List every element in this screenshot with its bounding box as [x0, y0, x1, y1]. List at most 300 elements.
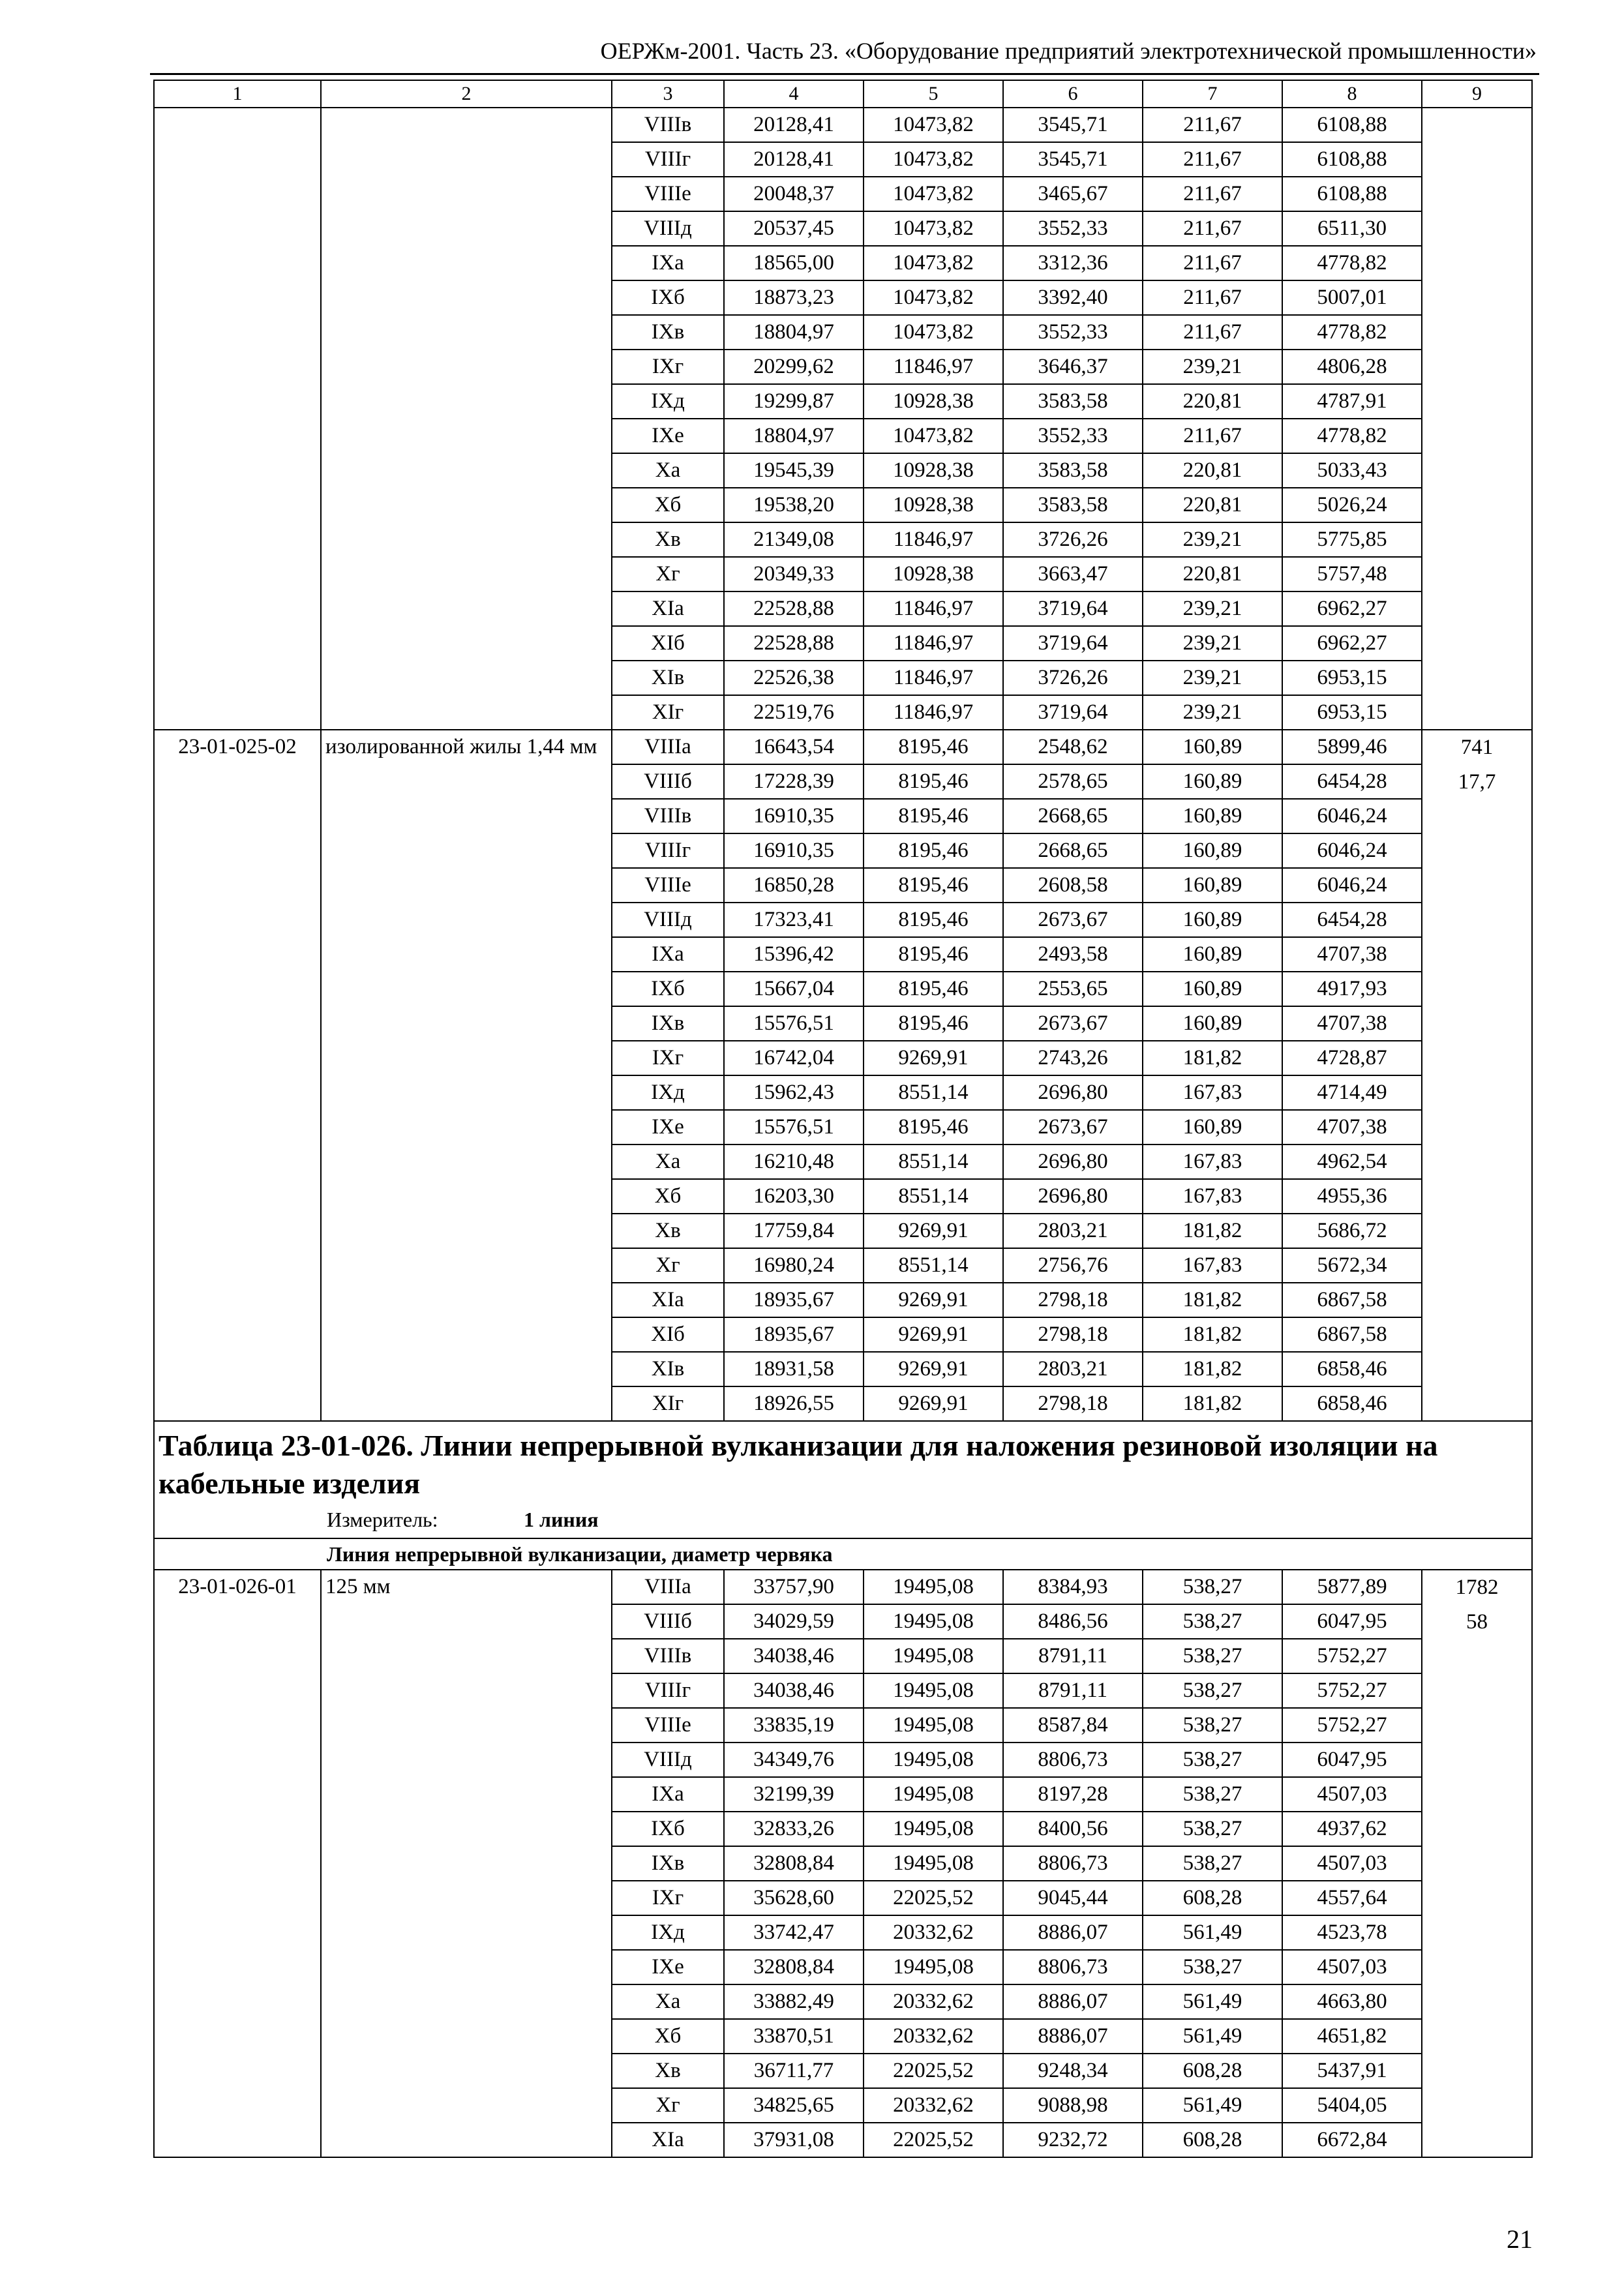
zone-code: VIIIб	[612, 1604, 724, 1639]
machine-cost: 3465,67	[1003, 177, 1143, 211]
material-cost: 4962,54	[1282, 1144, 1422, 1179]
zone-code: XIг	[612, 695, 724, 730]
machine-cost: 3719,64	[1003, 626, 1143, 661]
machine-cost: 2668,65	[1003, 833, 1143, 868]
machinist-wage: 211,67	[1143, 142, 1282, 177]
zone-code: XIа	[612, 591, 724, 626]
machinist-wage: 538,27	[1143, 1708, 1282, 1743]
total-cost: 18873,23	[724, 280, 864, 315]
material-cost: 6672,84	[1282, 2123, 1422, 2157]
total-cost: 16742,04	[724, 1041, 864, 1075]
labor-cost: 11846,97	[864, 626, 1003, 661]
material-cost: 4523,78	[1282, 1915, 1422, 1950]
machinist-wage: 538,27	[1143, 1777, 1282, 1812]
labor-cost: 9269,91	[864, 1214, 1003, 1248]
labor-cost: 19495,08	[864, 1846, 1003, 1881]
material-cost: 5007,01	[1282, 280, 1422, 315]
labor-cost: 11846,97	[864, 695, 1003, 730]
machine-cost: 2578,65	[1003, 764, 1143, 799]
labor-cost: 22025,52	[864, 2123, 1003, 2157]
zone-code: VIIIа	[612, 730, 724, 764]
material-cost: 4728,87	[1282, 1041, 1422, 1075]
total-cost: 18804,97	[724, 315, 864, 350]
machine-cost: 8806,73	[1003, 1743, 1143, 1777]
zone-code: VIIIд	[612, 211, 724, 246]
material-cost: 5437,91	[1282, 2054, 1422, 2088]
labor-cost: 10473,82	[864, 142, 1003, 177]
zone-code: Xв	[612, 522, 724, 557]
zone-code: XIа	[612, 1283, 724, 1317]
zone-code: XIв	[612, 661, 724, 695]
machine-cost: 8806,73	[1003, 1950, 1143, 1984]
machinist-wage: 181,82	[1143, 1386, 1282, 1421]
machinist-wage: 160,89	[1143, 833, 1282, 868]
total-cost: 20537,45	[724, 211, 864, 246]
total-cost: 22526,38	[724, 661, 864, 695]
material-cost: 4557,64	[1282, 1881, 1422, 1915]
table-body	[154, 80, 1532, 2157]
machine-cost: 2608,58	[1003, 868, 1143, 903]
zone-code: IXд	[612, 1915, 724, 1950]
total-cost: 36711,77	[724, 2054, 864, 2088]
total-cost: 20349,33	[724, 557, 864, 591]
machinist-wage: 538,27	[1143, 1950, 1282, 1984]
labor-cost: 20332,62	[864, 1915, 1003, 1950]
header-rule	[150, 73, 1539, 75]
labor-cost: 8195,46	[864, 937, 1003, 972]
material-cost: 6858,46	[1282, 1352, 1422, 1386]
machine-cost: 3545,71	[1003, 142, 1143, 177]
total-cost: 33835,19	[724, 1708, 864, 1743]
labor-cost: 22025,52	[864, 1881, 1003, 1915]
material-cost: 6858,46	[1282, 1386, 1422, 1421]
total-cost: 20128,41	[724, 142, 864, 177]
labor-metrics	[1422, 1570, 1532, 2157]
total-cost: 19545,39	[724, 453, 864, 488]
zone-code: IXе	[612, 1950, 724, 1984]
zone-code: VIIIд	[612, 903, 724, 937]
machine-cost: 8197,28	[1003, 1777, 1143, 1812]
material-cost: 5026,24	[1282, 488, 1422, 522]
labor-cost: 19495,08	[864, 1604, 1003, 1639]
material-cost: 4806,28	[1282, 350, 1422, 384]
rate-description: 125 мм	[321, 1570, 612, 2157]
section-cell	[154, 1538, 1532, 1570]
material-cost: 4507,03	[1282, 1846, 1422, 1881]
material-cost: 4955,36	[1282, 1179, 1422, 1214]
machine-cost: 9045,44	[1003, 1881, 1143, 1915]
machine-cost: 2798,18	[1003, 1283, 1143, 1317]
total-cost: 20299,62	[724, 350, 864, 384]
total-cost: 15962,43	[724, 1075, 864, 1110]
total-cost: 18565,00	[724, 246, 864, 280]
labor-cost: 10473,82	[864, 280, 1003, 315]
zone-code: IXв	[612, 1006, 724, 1041]
material-cost: 6047,95	[1282, 1743, 1422, 1777]
material-cost: 4507,03	[1282, 1950, 1422, 1984]
machine-cost: 2673,67	[1003, 903, 1143, 937]
machinist-wage: 181,82	[1143, 1283, 1282, 1317]
material-cost: 4937,62	[1282, 1812, 1422, 1846]
zone-code: Xг	[612, 1248, 724, 1283]
zone-code: IXб	[612, 972, 724, 1006]
machine-cost: 2696,80	[1003, 1179, 1143, 1214]
material-cost: 6108,88	[1282, 108, 1422, 142]
material-cost: 4778,82	[1282, 315, 1422, 350]
machine-cost: 3545,71	[1003, 108, 1143, 142]
machine-cost: 2798,18	[1003, 1317, 1143, 1352]
machinist-wage: 239,21	[1143, 591, 1282, 626]
column-number: 2	[321, 80, 612, 108]
zone-code: IXе	[612, 419, 724, 453]
machinist-wage: 220,81	[1143, 384, 1282, 419]
machinist-wage: 211,67	[1143, 108, 1282, 142]
machine-cost: 8791,11	[1003, 1673, 1143, 1708]
zone-code: VIIIв	[612, 799, 724, 833]
zone-code: XIв	[612, 1352, 724, 1386]
machinist-wage: 239,21	[1143, 695, 1282, 730]
labor-cost: 10473,82	[864, 211, 1003, 246]
zone-code: Xг	[612, 2088, 724, 2123]
total-cost: 32199,39	[724, 1777, 864, 1812]
material-cost: 6454,28	[1282, 764, 1422, 799]
zone-code: XIб	[612, 1317, 724, 1352]
material-cost: 4714,49	[1282, 1075, 1422, 1110]
machine-cost: 8886,07	[1003, 1984, 1143, 2019]
machinist-wage: 608,28	[1143, 2123, 1282, 2157]
material-cost: 6108,88	[1282, 177, 1422, 211]
material-cost: 5672,34	[1282, 1248, 1422, 1283]
machinist-wage: 167,83	[1143, 1075, 1282, 1110]
zone-code: VIIIг	[612, 142, 724, 177]
zone-code: XIа	[612, 2123, 724, 2157]
zone-code: IXг	[612, 350, 724, 384]
zone-code: IXв	[612, 1846, 724, 1881]
zone-code: VIIIг	[612, 1673, 724, 1708]
machinist-wage: 160,89	[1143, 1006, 1282, 1041]
total-cost: 34825,65	[724, 2088, 864, 2123]
column-number: 6	[1003, 80, 1143, 108]
page-number: 21	[1507, 2224, 1533, 2254]
machinist-wage: 561,49	[1143, 1984, 1282, 2019]
material-cost: 5752,27	[1282, 1639, 1422, 1673]
labor-cost: 8195,46	[864, 1110, 1003, 1144]
labor-cost: 19495,08	[864, 1950, 1003, 1984]
machine-cost: 3583,58	[1003, 384, 1143, 419]
running-header: ОЕРЖм-2001. Часть 23. «Оборудование предприятий электротехнической промышленности»	[600, 38, 1537, 64]
machinist-wage: 239,21	[1143, 626, 1282, 661]
zone-code: VIIIд	[612, 1743, 724, 1777]
total-cost: 16203,30	[724, 1179, 864, 1214]
labor-cost: 9269,91	[864, 1317, 1003, 1352]
total-cost: 21349,08	[724, 522, 864, 557]
machine-cost: 8400,56	[1003, 1812, 1143, 1846]
material-cost: 5033,43	[1282, 453, 1422, 488]
material-cost: 4778,82	[1282, 419, 1422, 453]
zone-code: Xв	[612, 2054, 724, 2088]
zone-code: VIIIв	[612, 1639, 724, 1673]
machinist-wage: 239,21	[1143, 661, 1282, 695]
labor-cost: 10473,82	[864, 315, 1003, 350]
total-cost: 35628,60	[724, 1881, 864, 1915]
machine-cost: 3663,47	[1003, 557, 1143, 591]
machinist-wage: 561,49	[1143, 2088, 1282, 2123]
machine-cost: 3552,33	[1003, 315, 1143, 350]
rate-description: изолированной жилы 1,44 мм	[321, 730, 612, 1421]
machinist-hours: 17,7	[1458, 770, 1496, 794]
zone-code: XIб	[612, 626, 724, 661]
machine-cost: 3312,36	[1003, 246, 1143, 280]
column-number: 7	[1143, 80, 1282, 108]
labor-cost: 11846,97	[864, 591, 1003, 626]
zone-code: IXа	[612, 937, 724, 972]
labor-cost: 8551,14	[864, 1179, 1003, 1214]
total-cost: 22528,88	[724, 626, 864, 661]
total-cost: 16910,35	[724, 833, 864, 868]
material-cost: 6962,27	[1282, 591, 1422, 626]
total-cost: 33742,47	[724, 1915, 864, 1950]
labor-cost: 8195,46	[864, 764, 1003, 799]
machine-cost: 3646,37	[1003, 350, 1143, 384]
measure-unit	[158, 1505, 1527, 1534]
machinist-wage: 538,27	[1143, 1846, 1282, 1881]
machinist-wage: 211,67	[1143, 315, 1282, 350]
rate-code: 23-01-026-01	[154, 1570, 321, 2157]
labor-cost: 10473,82	[864, 108, 1003, 142]
machinist-wage: 167,83	[1143, 1248, 1282, 1283]
total-cost: 33757,90	[724, 1570, 864, 1604]
table-row	[154, 1570, 1532, 1604]
zone-code: VIIIа	[612, 1570, 724, 1604]
total-cost: 15576,51	[724, 1006, 864, 1041]
machine-cost: 8806,73	[1003, 1846, 1143, 1881]
zone-code: IXа	[612, 1777, 724, 1812]
machine-cost: 2803,21	[1003, 1352, 1143, 1386]
machinist-wage: 167,83	[1143, 1144, 1282, 1179]
machine-cost: 2696,80	[1003, 1144, 1143, 1179]
zone-code: VIIIе	[612, 868, 724, 903]
zone-code: Xа	[612, 453, 724, 488]
material-cost: 6047,95	[1282, 1604, 1422, 1639]
machine-cost: 3726,26	[1003, 661, 1143, 695]
machine-cost: 3719,64	[1003, 591, 1143, 626]
machinist-wage: 211,67	[1143, 211, 1282, 246]
material-cost: 6511,30	[1282, 211, 1422, 246]
total-cost: 34029,59	[724, 1604, 864, 1639]
material-cost: 4507,03	[1282, 1777, 1422, 1812]
total-cost: 17759,84	[724, 1214, 864, 1248]
machinist-wage: 561,49	[1143, 1915, 1282, 1950]
total-cost: 32833,26	[724, 1812, 864, 1846]
total-cost: 18804,97	[724, 419, 864, 453]
zone-code: IXг	[612, 1881, 724, 1915]
material-cost: 6962,27	[1282, 626, 1422, 661]
machine-cost: 2696,80	[1003, 1075, 1143, 1110]
labor-cost: 8551,14	[864, 1248, 1003, 1283]
material-cost: 5686,72	[1282, 1214, 1422, 1248]
material-cost: 4707,38	[1282, 1006, 1422, 1041]
material-cost: 5877,89	[1282, 1570, 1422, 1604]
total-cost: 15576,51	[724, 1110, 864, 1144]
material-cost: 6046,24	[1282, 833, 1422, 868]
zone-code: IXв	[612, 315, 724, 350]
machinist-wage: 220,81	[1143, 557, 1282, 591]
table-title-row	[154, 1421, 1532, 1538]
machinist-wage: 608,28	[1143, 1881, 1282, 1915]
machine-cost: 9232,72	[1003, 2123, 1143, 2157]
labor-cost: 10473,82	[864, 246, 1003, 280]
total-cost: 18926,55	[724, 1386, 864, 1421]
total-cost: 33870,51	[724, 2019, 864, 2054]
machinist-wage: 239,21	[1143, 522, 1282, 557]
column-number-row	[154, 80, 1532, 108]
labor-hours: 1782	[1455, 1576, 1499, 1599]
zone-code: VIIIе	[612, 1708, 724, 1743]
labor-cost: 8551,14	[864, 1075, 1003, 1110]
column-number: 1	[154, 80, 321, 108]
total-cost: 34349,76	[724, 1743, 864, 1777]
labor-cost: 19495,08	[864, 1673, 1003, 1708]
total-cost: 18935,67	[724, 1317, 864, 1352]
total-cost: 19299,87	[724, 384, 864, 419]
zone-code: IXд	[612, 384, 724, 419]
machinist-wage: 538,27	[1143, 1673, 1282, 1708]
labor-metrics	[1422, 730, 1532, 1421]
machinist-wage: 220,81	[1143, 453, 1282, 488]
labor-cost: 8195,46	[864, 730, 1003, 764]
zone-code: Xа	[612, 1984, 724, 2019]
table-row	[154, 730, 1532, 764]
machinist-wage: 211,67	[1143, 246, 1282, 280]
column-number: 4	[724, 80, 864, 108]
total-cost: 20128,41	[724, 108, 864, 142]
labor-cost: 20332,62	[864, 2019, 1003, 2054]
labor-cost: 8195,46	[864, 903, 1003, 937]
rate-code: 23-01-025-02	[154, 730, 321, 1421]
machinist-wage: 181,82	[1143, 1041, 1282, 1075]
machinist-wage: 160,89	[1143, 868, 1282, 903]
zone-code: Xа	[612, 1144, 724, 1179]
labor-cost: 8195,46	[864, 833, 1003, 868]
machine-cost: 8384,93	[1003, 1570, 1143, 1604]
zone-code: IXа	[612, 246, 724, 280]
material-cost: 4663,80	[1282, 1984, 1422, 2019]
material-cost: 4707,38	[1282, 937, 1422, 972]
column-number: 9	[1422, 80, 1532, 108]
machine-cost: 9248,34	[1003, 2054, 1143, 2088]
machine-cost: 8886,07	[1003, 1915, 1143, 1950]
labor-cost: 10928,38	[864, 384, 1003, 419]
labor-cost: 8195,46	[864, 799, 1003, 833]
material-cost: 4787,91	[1282, 384, 1422, 419]
material-cost: 5757,48	[1282, 557, 1422, 591]
machinist-wage: 181,82	[1143, 1214, 1282, 1248]
total-cost: 37931,08	[724, 2123, 864, 2157]
rate-description	[321, 108, 612, 730]
labor-cost: 10473,82	[864, 177, 1003, 211]
labor-cost: 11846,97	[864, 350, 1003, 384]
material-cost: 5752,27	[1282, 1708, 1422, 1743]
labor-cost: 20332,62	[864, 1984, 1003, 2019]
machine-cost: 3392,40	[1003, 280, 1143, 315]
labor-hours: 741	[1460, 736, 1494, 759]
machine-cost: 2673,67	[1003, 1006, 1143, 1041]
material-cost: 4651,82	[1282, 2019, 1422, 2054]
zone-code: Xб	[612, 488, 724, 522]
zone-code: VIIIв	[612, 108, 724, 142]
machinist-wage: 181,82	[1143, 1352, 1282, 1386]
table-title: Таблица 23-01-026. Линии непрерывной вулканизации для наложения резиновой изоляции на кабельные изделия	[158, 1429, 1438, 1500]
machinist-wage: 538,27	[1143, 1570, 1282, 1604]
total-cost: 18935,67	[724, 1283, 864, 1317]
material-cost: 6953,15	[1282, 661, 1422, 695]
labor-cost: 8195,46	[864, 868, 1003, 903]
machine-cost: 2756,76	[1003, 1248, 1143, 1283]
total-cost: 19538,20	[724, 488, 864, 522]
total-cost: 15396,42	[724, 937, 864, 972]
material-cost: 6046,24	[1282, 799, 1422, 833]
section-heading: Линия непрерывной вулканизации, диаметр червяка	[327, 1542, 833, 1566]
total-cost: 32808,84	[724, 1950, 864, 1984]
total-cost: 32808,84	[724, 1846, 864, 1881]
machinist-wage: 160,89	[1143, 903, 1282, 937]
machine-cost: 2798,18	[1003, 1386, 1143, 1421]
machine-cost: 3583,58	[1003, 453, 1143, 488]
labor-cost: 10473,82	[864, 419, 1003, 453]
total-cost: 17323,41	[724, 903, 864, 937]
machine-cost: 8486,56	[1003, 1604, 1143, 1639]
labor-cost: 22025,52	[864, 2054, 1003, 2088]
total-cost: 16210,48	[724, 1144, 864, 1179]
machine-cost: 2803,21	[1003, 1214, 1143, 1248]
labor-cost: 19495,08	[864, 1777, 1003, 1812]
material-cost: 4778,82	[1282, 246, 1422, 280]
labor-cost: 19495,08	[864, 1708, 1003, 1743]
labor-cost: 19495,08	[864, 1639, 1003, 1673]
labor-cost: 19495,08	[864, 1570, 1003, 1604]
material-cost: 4917,93	[1282, 972, 1422, 1006]
zone-code: XIг	[612, 1386, 724, 1421]
machine-cost: 3726,26	[1003, 522, 1143, 557]
machinist-wage: 160,89	[1143, 730, 1282, 764]
material-cost: 5404,05	[1282, 2088, 1422, 2123]
machinist-wage: 211,67	[1143, 419, 1282, 453]
machine-cost: 2493,58	[1003, 937, 1143, 972]
material-cost: 4707,38	[1282, 1110, 1422, 1144]
machine-cost: 3552,33	[1003, 419, 1143, 453]
labor-metrics	[1422, 108, 1532, 730]
rates-table	[153, 80, 1533, 2158]
machinist-wage: 211,67	[1143, 177, 1282, 211]
machinist-wage: 211,67	[1143, 280, 1282, 315]
zone-code: IXд	[612, 1075, 724, 1110]
total-cost: 34038,46	[724, 1639, 864, 1673]
labor-cost: 11846,97	[864, 522, 1003, 557]
machinist-wage: 538,27	[1143, 1639, 1282, 1673]
machine-cost: 9088,98	[1003, 2088, 1143, 2123]
machinist-wage: 181,82	[1143, 1317, 1282, 1352]
machine-cost: 2743,26	[1003, 1041, 1143, 1075]
machinist-wage: 160,89	[1143, 799, 1282, 833]
machine-cost: 3552,33	[1003, 211, 1143, 246]
machinist-wage: 608,28	[1143, 2054, 1282, 2088]
total-cost: 22528,88	[724, 591, 864, 626]
material-cost: 5899,46	[1282, 730, 1422, 764]
total-cost: 16850,28	[724, 868, 864, 903]
machine-cost: 8791,11	[1003, 1639, 1143, 1673]
material-cost: 5775,85	[1282, 522, 1422, 557]
rate-code	[154, 108, 321, 730]
